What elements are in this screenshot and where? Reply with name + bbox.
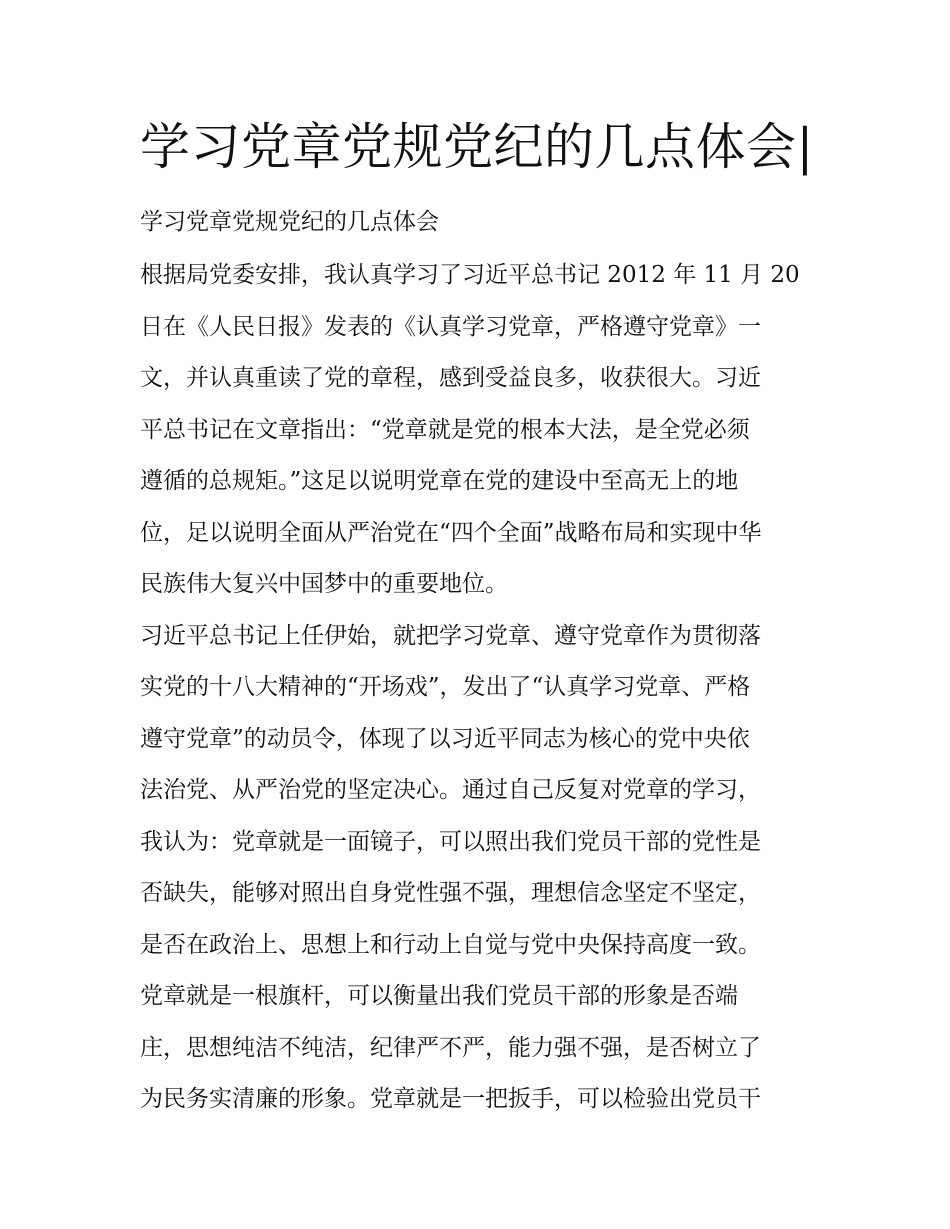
document-subtitle: 学习党章党规党纪的几点体会 [140, 209, 439, 235]
body-line: 根据局党委安排，我认真学习了习近平总书记 2012 年 11 月 20 [140, 262, 800, 288]
body-line: 位，足以说明全面从严治党在“四个全面”战略布局和实现中华 [140, 519, 762, 546]
body-line: 否缺失，能够对照出自身党性强不强，理想信念坚定不坚定， [140, 880, 761, 906]
body-line: 遵循的总规矩。”这足以说明党章在党的建设中至高无上的地 [140, 468, 739, 494]
body-line: 党章就是一根旗杆，可以衡量出我们党员干部的形象是否端 [140, 983, 738, 1009]
document-title: 学习党章党规党纪的几点体会| [140, 118, 814, 176]
body-line: 是否在政治上、思想上和行动上自觉与党中央保持高度一致。 [140, 931, 761, 958]
body-line: 日在《人民日报》发表的《认真学习党章，严格遵守党章》一 [140, 313, 761, 340]
document-body [140, 255, 820, 1131]
body-line: 遵守党章”的动员令，体现了以习近平同志为核心的党中央依 [140, 725, 750, 752]
body-line: 实党的十八大精神的“开场戏”，发出了“认真学习党章、严格 [140, 674, 751, 700]
body-line: 文，并认真重读了党的章程，感到受益良多，收获很大。习近 [140, 365, 761, 391]
body-line: 法治党、从严治党的坚定决心。通过自己反复对党章的学习， [140, 777, 761, 803]
body-line: 习近平总书记上任伊始，就把学习党章、遵守党章作为贯彻落 [140, 622, 761, 649]
body-line: 庄，思想纯洁不纯洁，纪律严不严，能力强不强，是否树立了 [140, 1034, 761, 1061]
body-line: 民族伟大复兴中国梦中的重要地位。 [140, 571, 508, 597]
body-line: 我认为：党章就是一面镜子，可以照出我们党员干部的党性是 [140, 828, 761, 855]
body-line: 平总书记在文章指出：“党章就是党的根本大法，是全党必须 [140, 416, 750, 443]
body-line: 为民务实清廉的形象。党章就是一把扳手，可以检验出党员干 [140, 1086, 761, 1112]
